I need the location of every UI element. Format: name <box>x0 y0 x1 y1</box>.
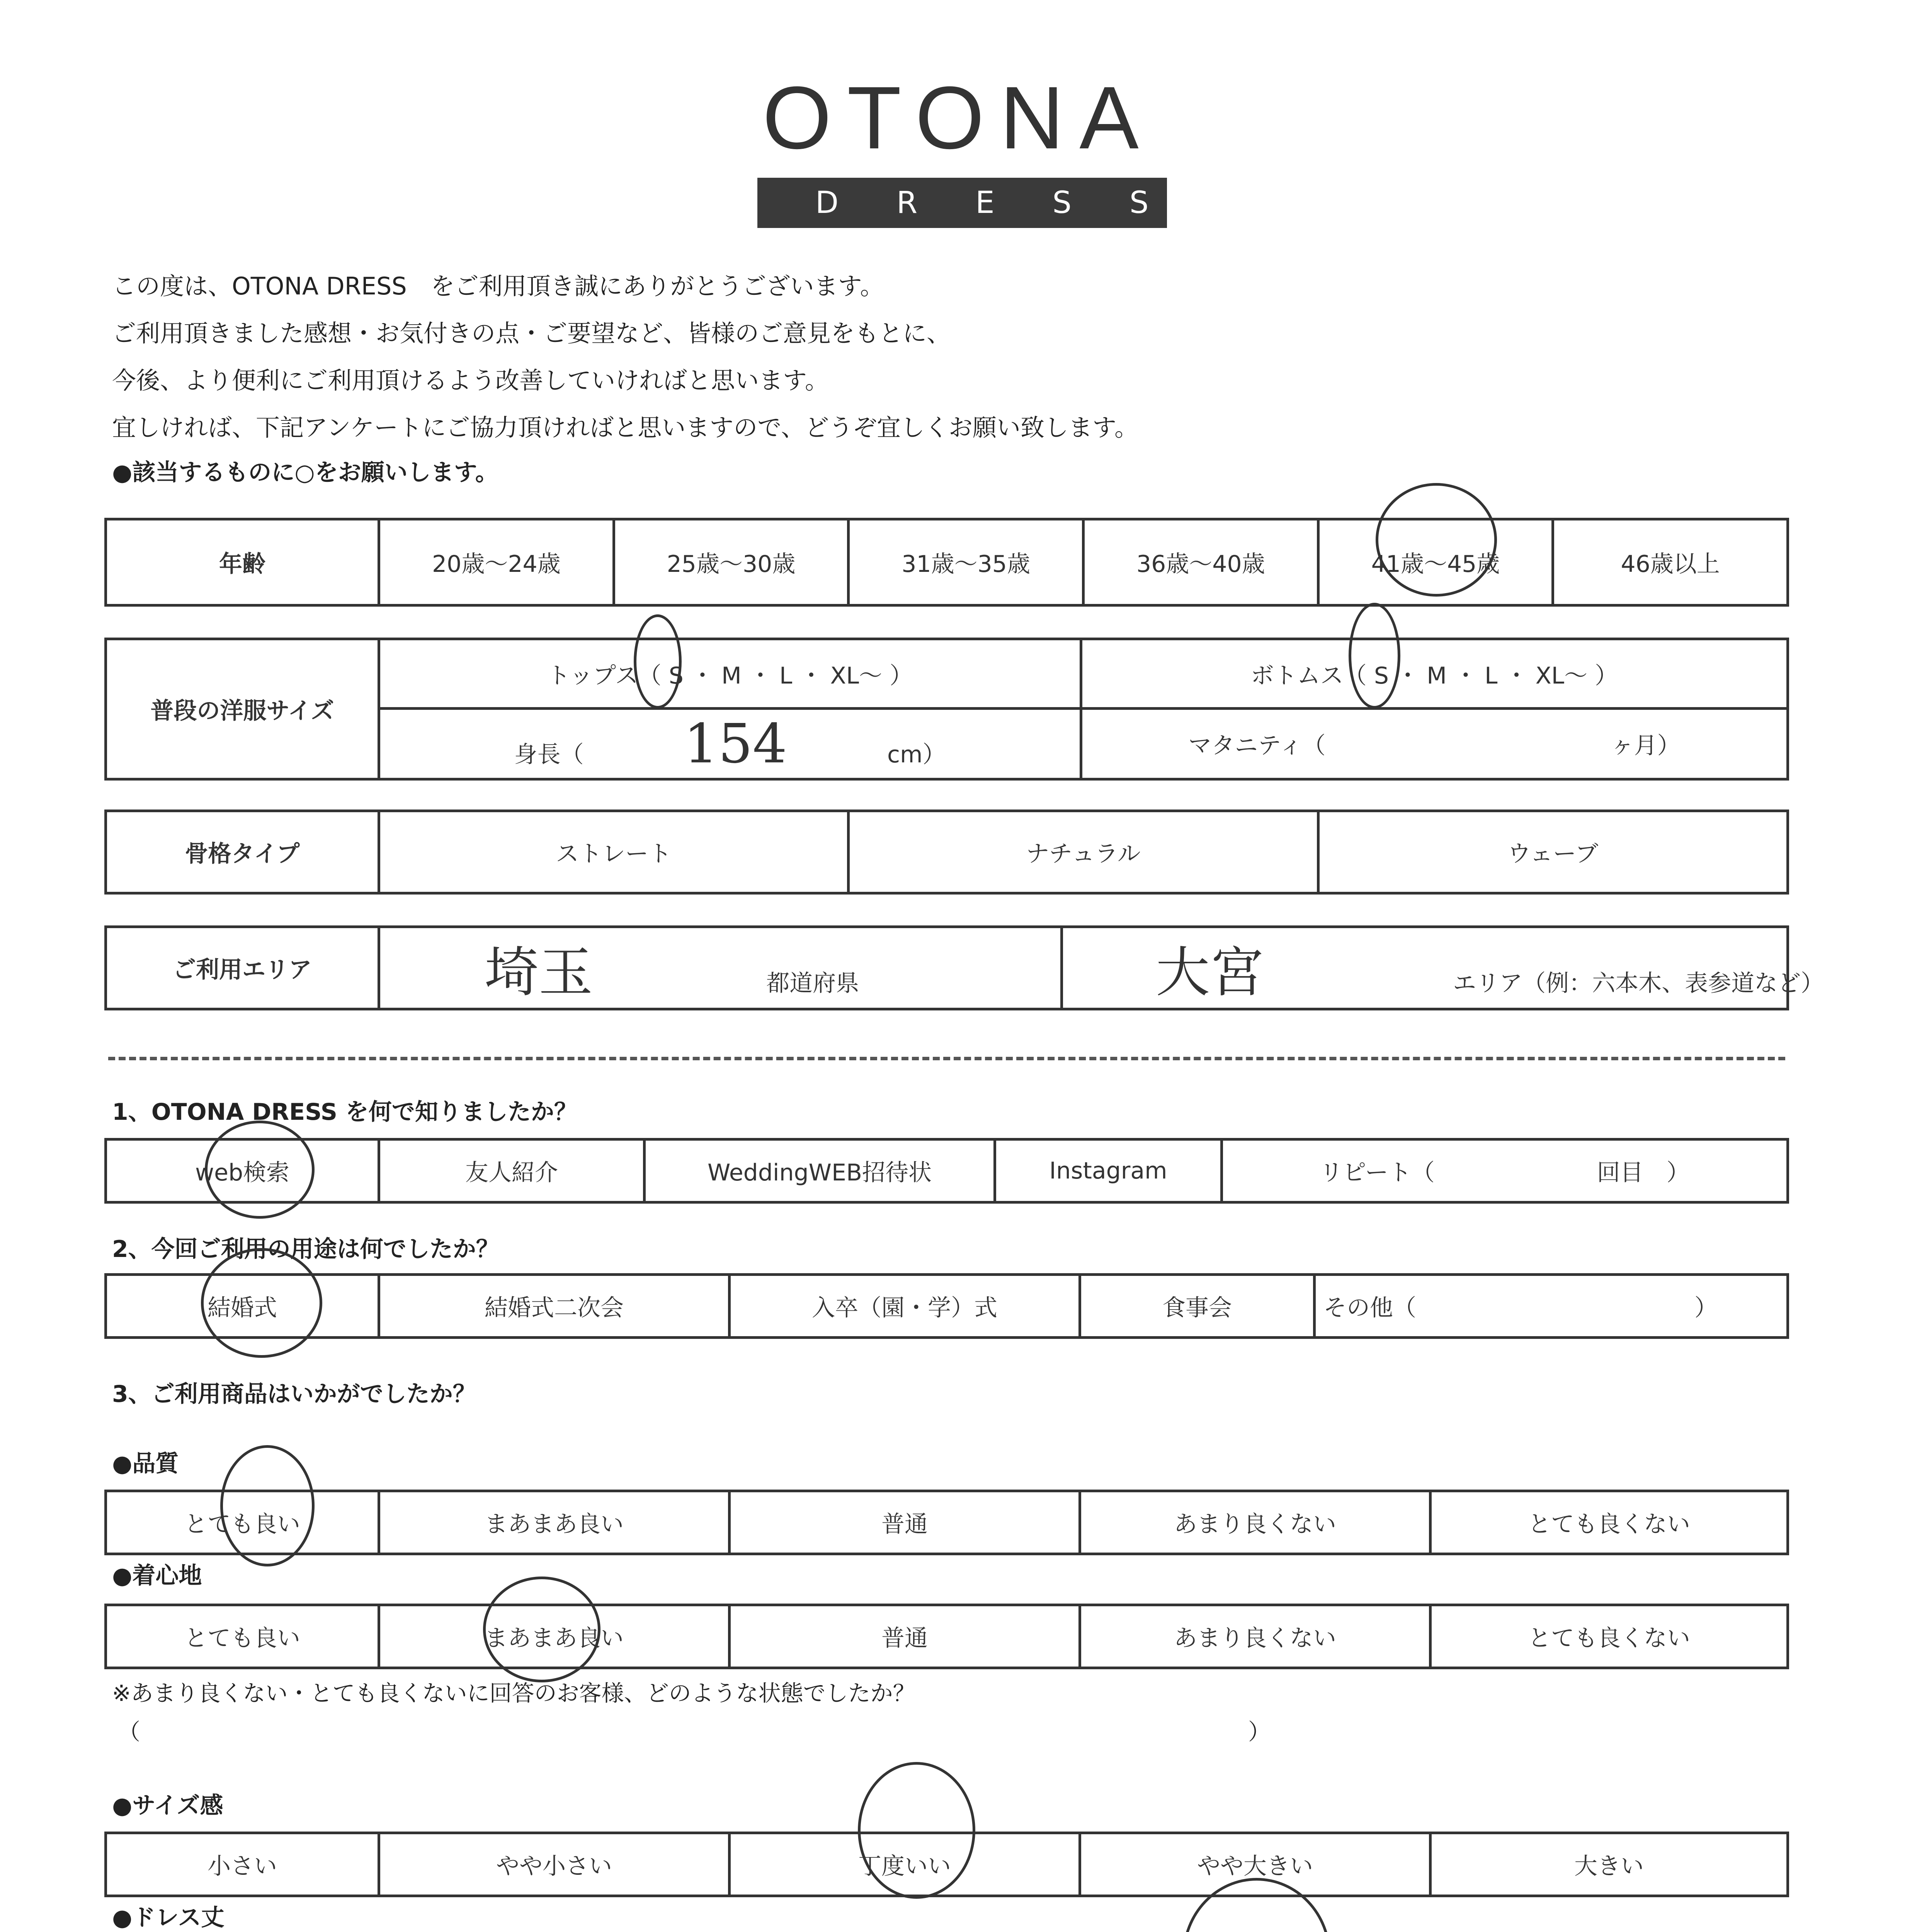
tops-size[interactable]: トップス（ S ・ M ・ L ・ XL〜 ） <box>379 639 1081 709</box>
comfort-option[interactable]: あまり良くない <box>1080 1605 1431 1668</box>
q2-option-other[interactable]: その他（ ） <box>1315 1275 1788 1338</box>
age-option[interactable]: 25歳〜30歳 <box>614 519 849 605</box>
comfort-selection-circle <box>483 1577 600 1682</box>
intro-text <box>112 263 1138 451</box>
quality-option[interactable]: あまり良くない <box>1080 1491 1431 1554</box>
comfort-note: ※あまり良くない・とても良くないに回答のお客様、どのような状態でしたか？ <box>112 1680 915 1706</box>
bottoms-size[interactable]: ボトムス（ S ・ M ・ L ・ XL〜 ） <box>1081 639 1788 709</box>
q1-option[interactable]: web検索 <box>106 1139 379 1202</box>
height-label: 身長（ <box>514 741 584 768</box>
prefecture-label: 都道府県 <box>766 969 859 997</box>
size-table <box>104 638 1789 781</box>
area-label: ご利用エリア <box>106 927 379 1009</box>
skeleton-table <box>104 810 1789 895</box>
height-unit: cm） <box>887 741 946 768</box>
intro-line: この度は、OTONA DRESS をご利用頂き誠にありがとうございます。 <box>112 272 884 300</box>
q1-option[interactable]: WeddingWEB招待状 <box>645 1139 995 1202</box>
comfort-option[interactable]: とても良い <box>106 1605 379 1668</box>
comfort-paren-open: （ <box>118 1719 141 1745</box>
q1-table <box>104 1138 1789 1204</box>
comfort-label: ●着心地 <box>112 1562 202 1589</box>
logo-dress-bar: DRESS <box>757 178 1167 228</box>
q2-option[interactable]: 食事会 <box>1080 1275 1315 1338</box>
area-table <box>104 925 1824 1010</box>
maternity-unit: ヶ月） <box>1611 732 1681 759</box>
age-label: 年齢 <box>106 519 379 605</box>
fit-option[interactable]: やや大きい <box>1080 1833 1431 1896</box>
quality-option[interactable]: まあまあ良い <box>379 1491 730 1554</box>
quality-option[interactable]: とても良い <box>106 1491 379 1554</box>
bottoms-selection-circle <box>1349 603 1400 709</box>
age-option[interactable]: 31歳〜35歳 <box>849 519 1084 605</box>
intro-line: 今後、より便利にご利用頂けるよう改善していければと思います。 <box>112 366 829 395</box>
quality-selection-circle <box>220 1445 315 1566</box>
fit-selection-circle <box>858 1762 975 1899</box>
q1-option[interactable]: Instagram <box>995 1139 1222 1202</box>
age-table <box>104 518 1789 607</box>
instruction-text: ●該当するものに○をお願いします。 <box>112 459 498 486</box>
length-label: ●ドレス丈 <box>112 1904 225 1931</box>
area-value: 大宮 <box>1156 941 1264 1004</box>
quality-table <box>104 1490 1789 1555</box>
maternity-label: マタニティ（ <box>1188 732 1326 759</box>
skeleton-option[interactable]: ストレート <box>379 811 849 893</box>
q2-heading: 2、今回ご利用の用途は何でしたか？ <box>112 1236 499 1263</box>
fit-option[interactable]: 小さい <box>106 1833 379 1896</box>
height-value: 154 <box>684 712 787 776</box>
comfort-option[interactable]: とても良くない <box>1431 1605 1788 1668</box>
quality-label: ●品質 <box>112 1450 179 1477</box>
age-selection-circle <box>1376 483 1497 597</box>
tops-selection-circle <box>634 614 682 709</box>
skeleton-option[interactable]: ウェーブ <box>1318 811 1788 893</box>
q2-table <box>104 1273 1789 1339</box>
comfort-option[interactable]: まあまあ良い <box>379 1605 730 1668</box>
size-label: 普段の洋服サイズ <box>106 639 379 779</box>
q2-option[interactable]: 入卒（園・学）式 <box>730 1275 1080 1338</box>
skeleton-option[interactable]: ナチュラル <box>849 811 1318 893</box>
q3-heading: 3、ご利用商品はいかがでしたか？ <box>112 1381 476 1408</box>
intro-line: 宜しければ、下記アンケートにご協力頂ければと思いますので、どうぞ宜しくお願い致します。 <box>112 413 1139 442</box>
fit-option[interactable]: 丁度いい <box>730 1833 1080 1896</box>
fit-label: ●サイズ感 <box>112 1792 223 1819</box>
prefecture-field[interactable] <box>379 927 1062 1009</box>
q1-option-repeat[interactable]: リピート（ 回目 ） <box>1222 1139 1788 1202</box>
comfort-option[interactable]: 普通 <box>730 1605 1080 1668</box>
logo-otona: OTONA <box>762 68 1154 167</box>
q1-heading: 1、OTONA DRESS を何で知りましたか？ <box>112 1099 577 1126</box>
age-option[interactable]: 41歳〜45歳 <box>1318 519 1553 605</box>
area-field[interactable] <box>1062 927 1824 1009</box>
fit-option[interactable]: 大きい <box>1431 1833 1788 1896</box>
q2-option[interactable]: 結婚式二次会 <box>379 1275 730 1338</box>
age-option[interactable]: 46歳以上 <box>1553 519 1788 605</box>
height-field[interactable] <box>379 709 1081 779</box>
q2-option[interactable]: 結婚式 <box>106 1275 379 1338</box>
intro-line: ご利用頂きました感想・お気付きの点・ご要望など、皆様のご意見をもとに、 <box>112 319 951 347</box>
age-option[interactable]: 36歳〜40歳 <box>1083 519 1318 605</box>
comfort-table <box>104 1604 1789 1669</box>
quality-option[interactable]: 普通 <box>730 1491 1080 1554</box>
fit-option[interactable]: やや小さい <box>379 1833 730 1896</box>
skeleton-label: 骨格タイプ <box>106 811 379 893</box>
q1-selection-circle <box>205 1121 315 1219</box>
quality-option[interactable]: とても良くない <box>1431 1491 1788 1554</box>
prefecture-value: 埼玉 <box>485 941 593 1004</box>
q1-option[interactable]: 友人紹介 <box>379 1139 645 1202</box>
comfort-paren-close: ） <box>1248 1719 1271 1745</box>
age-option[interactable]: 20歳〜24歳 <box>379 519 614 605</box>
area-example-label: エリア（例：六本木、表参道など） <box>1453 969 1824 997</box>
section-divider <box>108 1057 1785 1060</box>
q2-selection-circle <box>201 1248 322 1358</box>
maternity-field[interactable] <box>1081 709 1788 779</box>
